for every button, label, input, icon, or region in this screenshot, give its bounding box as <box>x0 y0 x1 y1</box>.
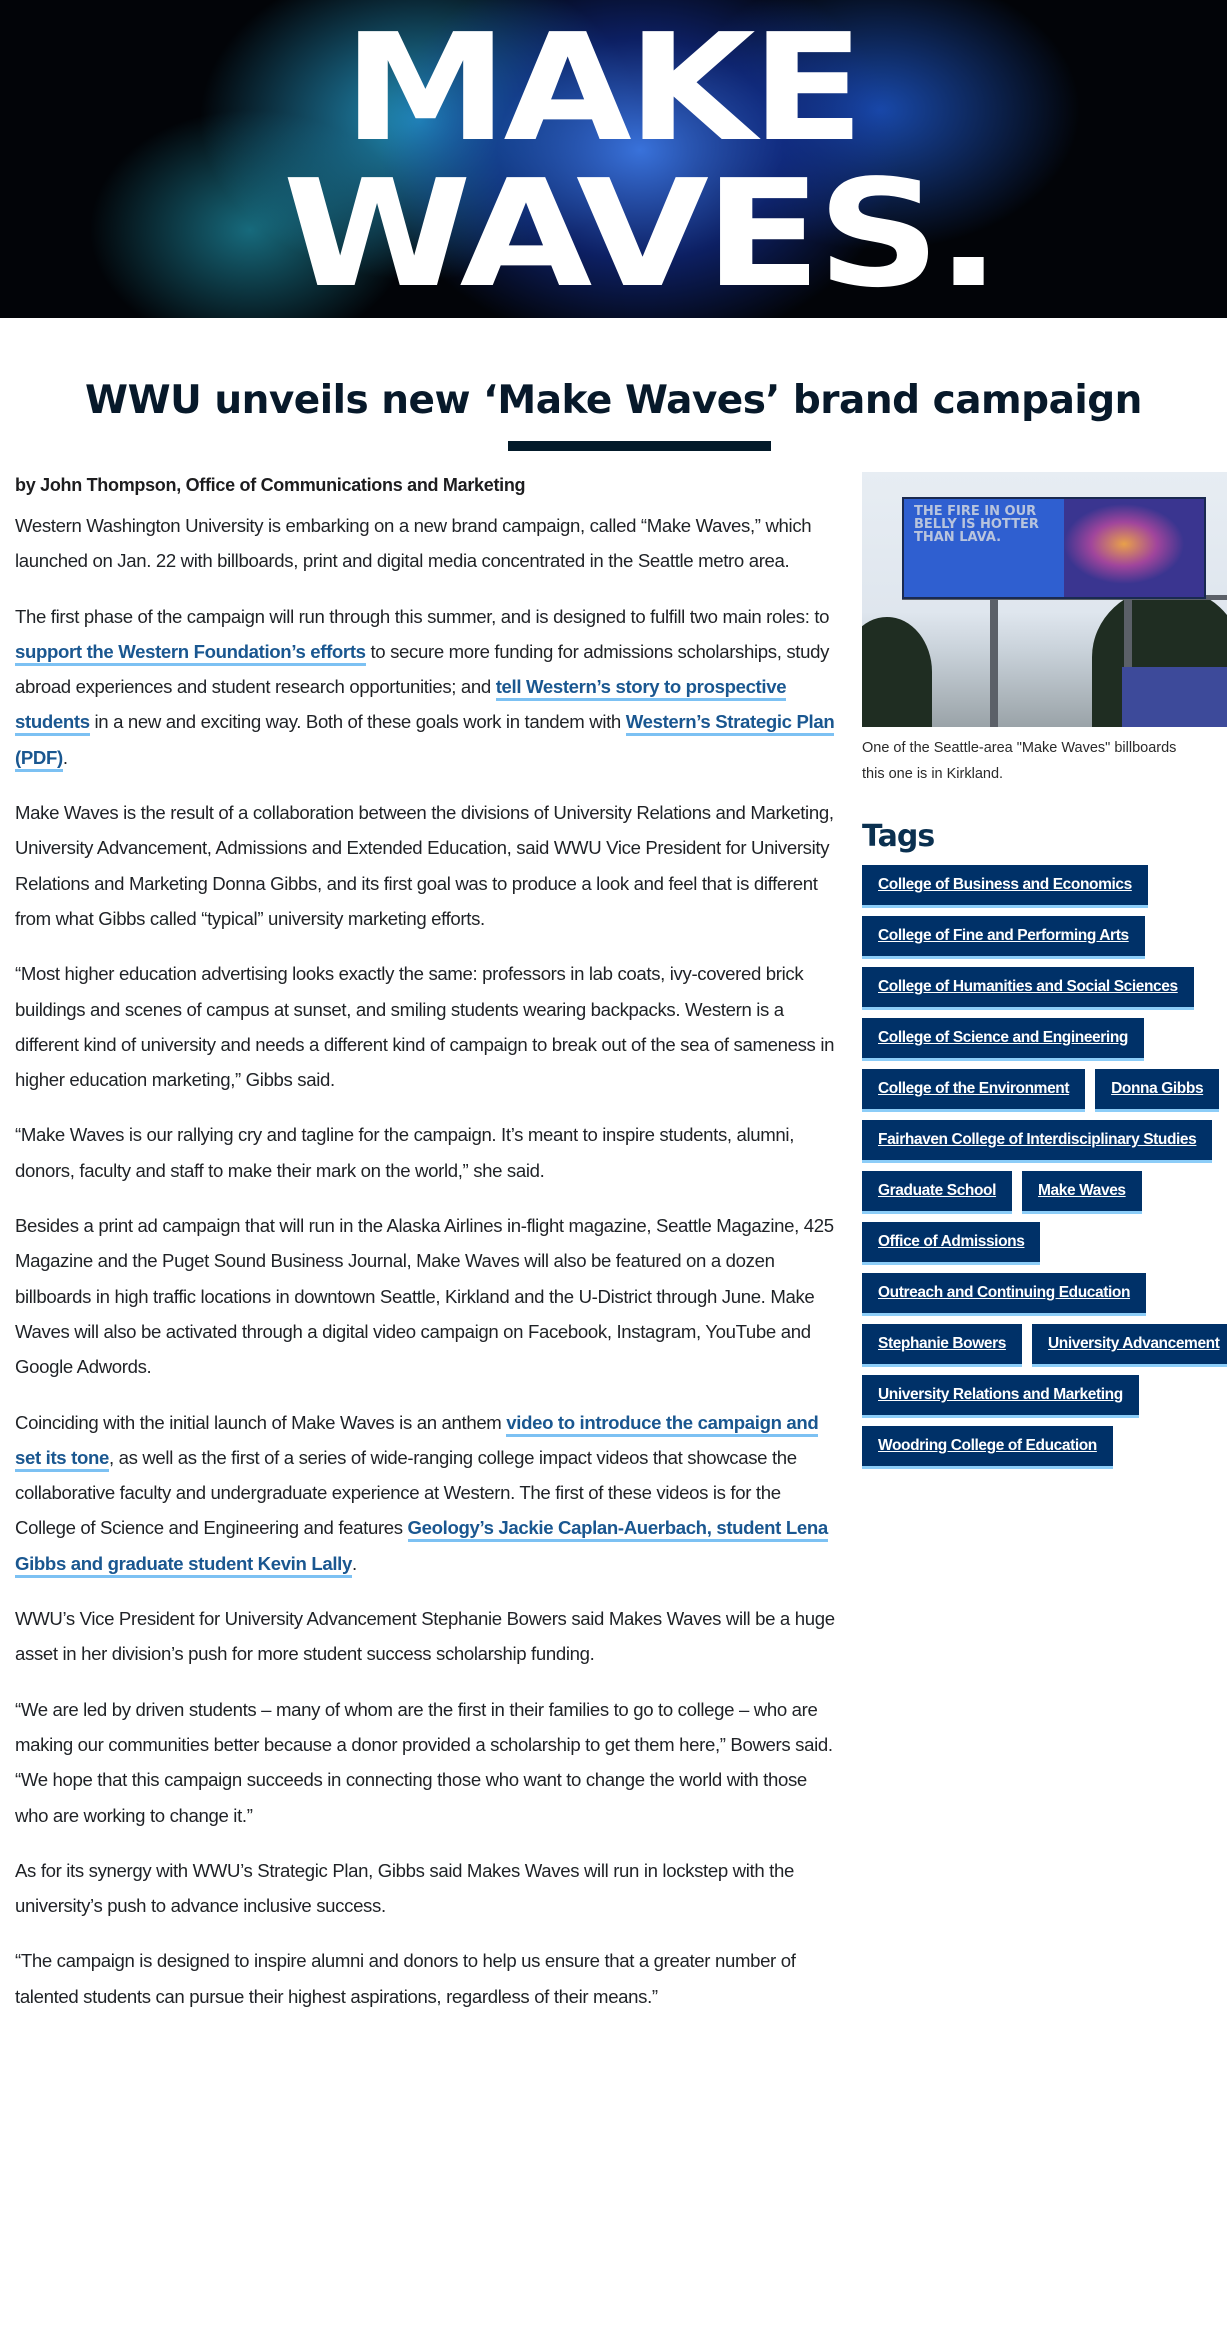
tag-link[interactable]: Outreach and Continuing Education <box>862 1273 1146 1316</box>
billboard-sign <box>902 497 1206 599</box>
hero-banner <box>0 0 1227 318</box>
billboard-text: THE FIRE IN OUR BELLY IS HOTTER THAN LAVA. <box>914 504 1039 545</box>
tag-list <box>862 865 1227 1477</box>
article-body <box>15 470 843 2034</box>
tag-link[interactable]: Stephanie Bowers <box>862 1324 1022 1367</box>
link-geology-video[interactable]: Geology’s Jackie Caplan-Auerbach, student Lena Gibbs and graduate student Kevin Lally <box>15 1517 828 1577</box>
tag-link[interactable]: Make Waves <box>1022 1171 1142 1214</box>
byline: by John Thompson, Office of Communications and Marketing <box>15 475 526 495</box>
paragraph-11: “The campaign is designed to inspire alumni and donors to help us ensure that a greater number of talented students can pursue their highest aspirations, regardless of their means.” <box>15 1950 796 2007</box>
link-anthem-video[interactable]: video to introduce the campaign and set its tone <box>15 1412 818 1472</box>
link-western-foundation[interactable]: support the Western Foundation’s efforts <box>15 641 366 666</box>
tag-link[interactable]: Fairhaven College of Interdisciplinary Studies <box>862 1120 1212 1163</box>
tree-shape <box>862 617 932 727</box>
hero-headline-line2: WAVES. <box>282 148 997 318</box>
tags-heading: Tags <box>862 819 935 854</box>
paragraph-8: WWU’s Vice President for University Advancement Stephanie Bowers said Makes Waves will be a huge asset in her division’s push for more student success scholarship funding. <box>15 1608 835 1665</box>
tag-link[interactable]: Office of Admissions <box>862 1222 1040 1265</box>
text: The first phase of the campaign will run through this summer, and is designed to fulfill two main roles: to <box>15 605 830 627</box>
text: to secure more funding for admissions scholarships, study abroad experiences and student research opportunities; and <box>15 640 830 698</box>
text: . <box>351 1552 357 1574</box>
tag-link[interactable]: College of Fine and Performing Arts <box>862 916 1145 959</box>
paragraph-4: “Most higher education advertising looks exactly the same: professors in lab coats, ivy-covered brick buildings and scenes of campus at sunset, and smiling students wearing backpacks. Western is a different kind of university and needs a different kind of campaign to break out of the sea of sameness in higher education marketing,” Gibbs said. <box>15 963 835 1091</box>
tag-link[interactable]: College of the Environment <box>862 1069 1085 1112</box>
caption-line-2: this one is in Kirkland. <box>862 766 1004 782</box>
paragraph-3: Make Waves is the result of a collaboration between the divisions of University Relations and Marketing, University Advancement, Admissions and Extended Education, said WWU Vice President for University Relations and Marketing Donna Gibbs, and its first goal was to produce a look and feel that is different from what Gibbs called “typical” university marketing efforts. <box>15 802 834 929</box>
link-prospective-students[interactable]: tell Western’s story to prospective students <box>15 676 786 736</box>
text: . <box>62 746 68 768</box>
paragraph-1: Western Washington University is embarking on a new brand campaign, called “Make Waves,” which launched on Jan. 22 with billboards, print and digital media concentrated in the Seattle metro area. <box>15 515 812 572</box>
billboard-pole <box>990 597 998 727</box>
hero-headline-line1: MAKE <box>342 2 860 174</box>
paragraph-2 <box>15 599 843 775</box>
caption-line-1: One of the Seattle-area "Make Waves" billboards <box>862 740 1177 756</box>
tag-link[interactable]: College of Business and Economics <box>862 865 1148 908</box>
tag-link[interactable]: University Relations and Marketing <box>862 1375 1139 1418</box>
tag-link[interactable]: Woodring College of Education <box>862 1426 1113 1469</box>
paragraph-10: As for its synergy with WWU’s Strategic Plan, Gibbs said Makes Waves will run in lockstep with the university’s push to advance inclusive success. <box>15 1859 794 1917</box>
tag-link[interactable]: College of Humanities and Social Sciences <box>862 967 1194 1010</box>
tag-link[interactable]: College of Science and Engineering <box>862 1018 1144 1061</box>
tag-link[interactable]: Donna Gibbs <box>1095 1069 1219 1112</box>
link-strategic-plan-pdf[interactable]: Western’s Strategic Plan (PDF) <box>15 711 834 771</box>
billboard-photo <box>862 472 1227 727</box>
page-title: WWU unveils new ‘Make Waves’ brand campaign <box>85 378 1142 423</box>
billboard-lava-image <box>1064 499 1204 597</box>
photo-caption <box>862 735 1227 787</box>
tag-link[interactable]: University Advancement <box>1032 1324 1227 1367</box>
paragraph-5: “Make Waves is our rallying cry and tagline for the campaign. It’s meant to inspire students, alumni, donors, faculty and staff to make their mark on the world,” she said. <box>15 1124 795 1181</box>
sidebar <box>862 472 1227 1477</box>
text: Coinciding with the initial launch of Make Waves is an anthem <box>15 1411 507 1433</box>
text: , as well as the first of a series of wide-ranging college impact videos that showcase the collaborative faculty and undergraduate experience at Western. The first of these videos is for the College of Science and Engineering and features <box>15 1446 797 1539</box>
building-shape <box>1122 667 1227 727</box>
paragraph-6: Besides a print ad campaign that will run in the Alaska Airlines in-flight magazine, Seattle Magazine, 425 Magazine and the Puget Sound Business Journal, Make Waves will also be featured on a dozen billboards in high traffic locations in downtown Seattle, Kirkland and the U-District through June. Make Waves will also be activated through a digital video campaign on Facebook, Instagram, YouTube and Google Adwords. <box>15 1215 834 1378</box>
paragraph-7 <box>15 1405 843 1581</box>
text: in a new and exciting way. Both of these goals work in tandem with <box>89 711 626 733</box>
title-underline-divider <box>508 441 771 451</box>
paragraph-9: “We are led by driven students – many of whom are the first in their families to go to college – who are making our communities better because a donor provided a scholarship to get them here,” Bowers said. “We hope that this campaign succeeds in connecting those who want to change the world with those who are working to change it.” <box>15 1698 833 1826</box>
tag-link[interactable]: Graduate School <box>862 1171 1012 1214</box>
